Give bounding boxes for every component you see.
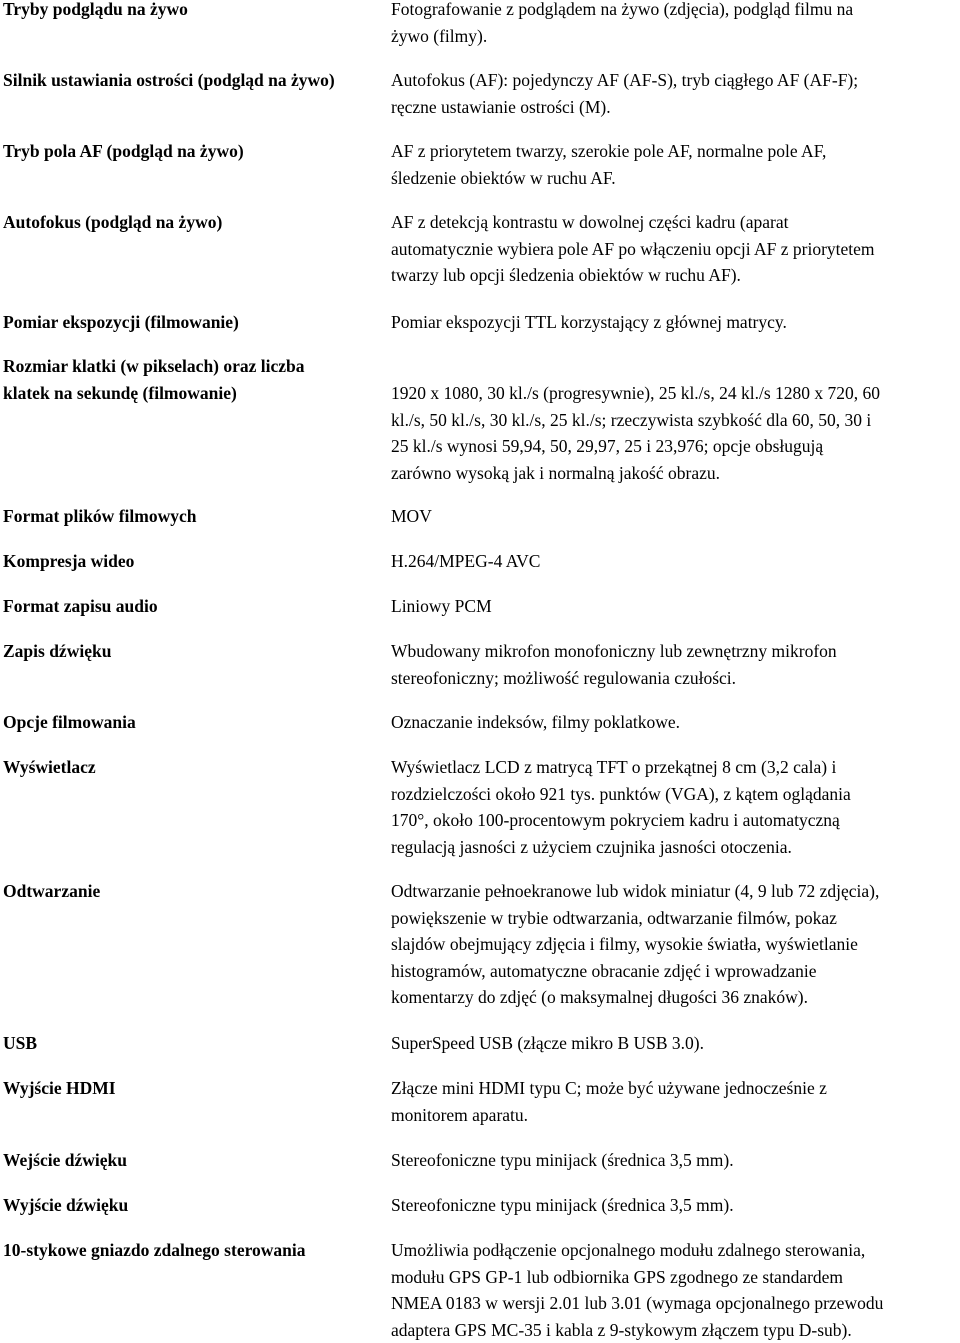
spec-value-line: Pomiar ekspozycji TTL korzystający z głównej matrycy. xyxy=(391,312,787,332)
spec-value-line: histogramów, automatyczne obracanie zdjęć i wprowadzanie xyxy=(391,960,817,981)
spec-value-line: 25 kl./s wynosi 59,94, 50, 29,97, 25 i 23,976; opcje obsługują xyxy=(391,436,824,456)
spec-label-line: Pomiar ekspozycji (filmowanie) xyxy=(3,312,239,332)
spec-label xyxy=(3,1237,306,1264)
spec-label-line: Format plików filmowych xyxy=(3,506,197,526)
spec-label-line: klatek na sekundę (filmowanie) xyxy=(3,382,237,403)
spec-value-line: kl./s, 50 kl./s, 30 kl./s, 25 kl./s; rzeczywista szybkość dla 60, 50, 30 i xyxy=(391,409,872,430)
spec-value xyxy=(391,548,957,575)
spec-label xyxy=(3,1075,116,1102)
spec-label xyxy=(3,878,100,905)
spec-label-line: Format zapisu audio xyxy=(3,596,158,616)
spec-value-line: żywo (filmy). xyxy=(391,25,488,46)
spec-value-line: Stereofoniczne typu minijack (średnica 3,5 mm). xyxy=(391,1195,734,1215)
spec-value-line: Umożliwia podłączenie opcjonalnego modułu zdalnego sterowania, xyxy=(391,1240,866,1260)
spec-value-line: adaptera GPS MC-35 i kabla z 9-stykowym złączem typu D-sub). xyxy=(391,1319,852,1340)
spec-label xyxy=(3,1192,128,1219)
spec-label xyxy=(3,209,222,236)
spec-value-line: Wbudowany mikrofon monofoniczny lub zewnętrzny mikrofon xyxy=(391,641,837,661)
spec-value xyxy=(391,138,957,191)
spec-value xyxy=(391,1075,957,1128)
spec-value-line: AF z priorytetem twarzy, szerokie pole AF, normalne pole AF, xyxy=(391,141,827,161)
spec-label xyxy=(3,1030,37,1057)
spec-value-line: 1920 x 1080, 30 kl./s (progresywnie), 25 kl./s, 24 kl./s 1280 x 720, 60 xyxy=(391,383,881,403)
spec-label-line: USB xyxy=(3,1033,38,1053)
spec-label xyxy=(3,593,158,620)
spec-value xyxy=(391,709,957,736)
spec-value xyxy=(391,309,957,336)
spec-value xyxy=(391,67,957,120)
spec-label xyxy=(3,754,96,781)
spec-label xyxy=(3,138,244,165)
spec-label-line: Wyjście HDMI xyxy=(3,1078,116,1098)
spec-value-line: MOV xyxy=(391,506,432,526)
spec-value-line: slajdów obejmujący zdjęcia i filmy, wysokie światła, wyświetlanie xyxy=(391,934,858,954)
spec-label-line: Rozmiar klatki (w pikselach) oraz liczba xyxy=(3,356,305,376)
spec-value-line: stereofoniczny; możliwość regulowania czułości. xyxy=(391,667,737,688)
spec-label-line: Wejście dźwięku xyxy=(3,1150,127,1170)
spec-value xyxy=(391,638,957,691)
spec-value xyxy=(391,380,957,486)
spec-value xyxy=(391,1030,957,1057)
spec-value-line: Oznaczanie indeksów, filmy poklatkowe. xyxy=(391,712,680,732)
spec-value xyxy=(391,878,957,1011)
spec-label-line: Wyświetlacz xyxy=(3,757,96,777)
spec-value-line: modułu GPS GP-1 lub odbiornika GPS zgodnego ze standardem xyxy=(391,1266,844,1287)
spec-value-line: H.264/MPEG-4 AVC xyxy=(391,551,541,571)
spec-value-line: śledzenie obiektów w ruchu AF. xyxy=(391,167,616,188)
spec-label xyxy=(3,0,188,23)
spec-value xyxy=(391,1147,957,1174)
spec-label xyxy=(3,309,239,336)
spec-value-line: 170°, około 100-procentowym pokryciem kadru i automatyczną xyxy=(391,810,840,830)
spec-value-line: monitorem aparatu. xyxy=(391,1104,529,1125)
spec-value-line: Odtwarzanie pełnoekranowe lub widok miniatur (4, 9 lub 72 zdjęcia), xyxy=(391,881,880,901)
spec-value-line: regulacją jasności z użyciem czujnika jasności otoczenia. xyxy=(391,836,792,857)
spec-value-line: SuperSpeed USB (złącze mikro B USB 3.0). xyxy=(391,1033,705,1053)
spec-value-line: ręczne ustawianie ostrości (M). xyxy=(391,96,611,117)
spec-value-line: automatycznie wybiera pole AF po włączeniu opcji AF z priorytetem xyxy=(391,238,875,259)
spec-value-line: NMEA 0183 w wersji 2.01 lub 3.01 (wymaga opcjonalnego przewodu xyxy=(391,1293,884,1313)
spec-value-line: Wyświetlacz LCD z matrycą TFT o przekątnej 8 cm (3,2 cala) i xyxy=(391,757,837,777)
spec-label-line: Kompresja wideo xyxy=(3,551,135,571)
spec-label-line: Tryby podglądu na żywo xyxy=(3,0,188,19)
spec-label-line: Autofokus (podgląd na żywo) xyxy=(3,212,223,232)
spec-value-line: powiększenie w trybie odtwarzania, odtwarzanie filmów, pokaz xyxy=(391,907,837,928)
spec-label-line: Tryb pola AF (podgląd na żywo) xyxy=(3,141,244,161)
spec-value xyxy=(391,209,957,289)
spec-label-line: Zapis dźwięku xyxy=(3,641,112,661)
spec-label xyxy=(3,638,111,665)
spec-value-line: komentarzy do zdjęć (o maksymalnej długości 36 znaków). xyxy=(391,987,808,1007)
spec-value-line: Fotografowanie z podglądem na żywo (zdjęcia), podgląd filmu na xyxy=(391,0,854,19)
spec-label-line: 10-stykowe gniazdo zdalnego sterowania xyxy=(3,1240,306,1260)
spec-value xyxy=(391,503,957,530)
spec-label-line: Odtwarzanie xyxy=(3,881,101,901)
spec-value-line: Stereofoniczne typu minijack (średnica 3,5 mm). xyxy=(391,1150,734,1170)
spec-value xyxy=(391,754,957,860)
spec-label-line: Opcje filmowania xyxy=(3,712,136,732)
spec-label xyxy=(3,353,305,406)
spec-value xyxy=(391,593,957,620)
spec-label-line: Silnik ustawiania ostrości (podgląd na żywo) xyxy=(3,70,335,90)
spec-value-line: twarzy lub opcji śledzenia obiektów w ruchu AF). xyxy=(391,265,741,285)
spec-value-line: Liniowy PCM xyxy=(391,596,492,616)
spec-label xyxy=(3,1147,127,1174)
spec-value xyxy=(391,0,957,49)
spec-value-line: zarówno wysoką jak i normalną jakość obrazu. xyxy=(391,462,720,483)
spec-label xyxy=(3,67,335,94)
spec-value-line: rozdzielczości około 921 tys. punktów (VGA), z kątem oglądania xyxy=(391,783,851,804)
spec-value xyxy=(391,1192,957,1219)
spec-label xyxy=(3,503,196,530)
spec-label xyxy=(3,709,136,736)
spec-label-line: Wyjście dźwięku xyxy=(3,1195,129,1215)
spec-value-line: Złącze mini HDMI typu C; może być używane jednocześnie z xyxy=(391,1078,827,1098)
spec-label xyxy=(3,548,134,575)
spec-value xyxy=(391,1237,957,1343)
spec-value-line: AF z detekcją kontrastu w dowolnej części kadru (aparat xyxy=(391,212,789,232)
spec-value-line: Autofokus (AF): pojedynczy AF (AF-S), tryb ciągłego AF (AF-F); xyxy=(391,70,859,90)
